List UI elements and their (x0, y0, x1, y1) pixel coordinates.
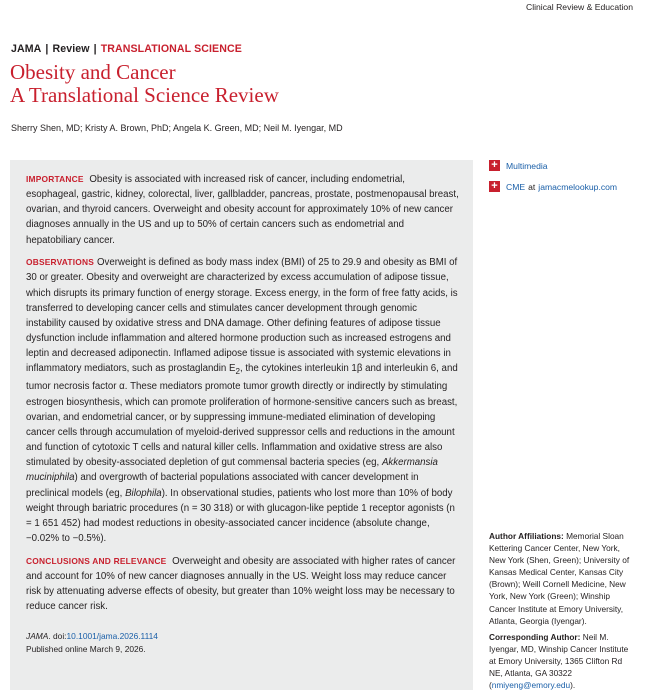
multimedia-label: Multimedia (506, 160, 548, 171)
article-type: Review (52, 43, 90, 55)
title-line-1: Obesity and Cancer (10, 60, 176, 84)
conclusions-text: Overweight and obesity are associated with higher rates of cancer and account for 10% of new cancer diagnoses annually in the US. Weight loss may reduce cancer risk by attenuating adverse effects of obesity, but greater than 10% weight loss may be necessary to reduce cancer risk. (26, 555, 456, 613)
affiliations-heading: Author Affiliations: (489, 531, 564, 541)
abstract-conclusions (26, 554, 459, 615)
observations-heading: OBSERVATIONS (26, 257, 95, 268)
observations-text: , the cytokines interleukin 1β and interleukin 6, and tumor necrosis factor α. These mediators promote tumor growth directly or indirectly by stimulating estrogen biosynthesis, which can promote proliferation of hormone-sensitive cancers such as breast, ovarian, and endometrial cancer, or by suppressing immune-mediated elimination of developing cancer cells through accumulation of myeloid-derived suppressor cells and reductions in the amount and function of cytotoxic T cells and natural killer cells. Inflammation and oxidative stress are also stimulated by obesity-associated depletion of gut commensal bacteria species (eg, (26, 363, 458, 469)
section-label: Clinical Review & Education (526, 2, 633, 12)
abstract-observations (26, 255, 459, 546)
email-link[interactable]: nmiyeng@emory.edu (491, 680, 571, 691)
genus-name: Bilophila (125, 487, 162, 499)
category-separator: | (45, 43, 49, 55)
conclusions-heading: CONCLUSIONS AND RELEVANCE (26, 555, 167, 566)
corresponding-author-end: ). (570, 680, 576, 691)
plus-icon: + (489, 160, 500, 171)
citation (26, 630, 459, 655)
importance-heading: IMPORTANCE (26, 174, 84, 184)
abstract-panel (10, 160, 473, 690)
author-affiliations (489, 530, 635, 695)
doi-label: . doi: (48, 631, 67, 642)
observations-text: Overweight is defined as body mass index (BMI) of 25 to 29.9 and obesity as BMI of 30 or greater. Obesity and overweight are characterized by excess accumulation of adipose tissue, which disrupts its primary function of energy storage. Excess energy, in the form of free fatty acids, is transferred to developing cancer cells and stimulates cancer development through genomic instability caused by oxidative stress and DNA damage. Other defining features of adipose tissue dysfunction include inflammation and altered hormone production such as increased estrogens and leptin and decreased adiponectin. Inflamed adipose tissue is associated with systemic elevations in inflammatory mediators, such as prostaglandin E (26, 257, 458, 375)
article-subject: TRANSLATIONAL SCIENCE (100, 43, 242, 55)
article-category (11, 43, 242, 55)
category-separator: | (93, 43, 97, 55)
subscript: 2 (235, 367, 240, 377)
published-date: Published online March 9, 2026. (26, 643, 146, 654)
observations-text: ). In observational studies, patients who lost more than 10% of body weight through bariatric procedures (n = 30 318) or with glucagon-like peptide 1 receptor agonists (n = 1 651 452) had modest reductions in obesity-associated cancer incidence (absolute change, −0.02% to −0.5%). (26, 487, 455, 545)
author-list: Sherry Shen, MD; Kristy A. Brown, PhD; Angela K. Green, MD; Neil M. Iyengar, MD (11, 123, 343, 133)
cme-url[interactable]: jamacmelookup.com (538, 181, 618, 192)
cme-label: CME (506, 181, 526, 192)
doi-link[interactable]: 10.1001/jama.2026.1114 (66, 631, 158, 642)
abstract-importance (26, 172, 459, 248)
species-name: Akkermansia muciniphila (26, 457, 438, 484)
journal-name: JAMA (11, 43, 42, 55)
plus-icon: + (489, 181, 500, 192)
corresponding-author-text: Neil M. Iyengar, MD, Winship Cancer Institute at Emory University, 1365 Clifton Rd NE, Atlanta, GA 30322 ( (489, 631, 629, 691)
title-line-2: A Translational Science Review (10, 83, 279, 107)
cme-at: at (528, 181, 536, 192)
article-title (10, 61, 279, 107)
corresponding-author-heading: Corresponding Author: (489, 631, 581, 642)
affiliations-text: Memorial Sloan Kettering Cancer Center, New York, New York (Shen, Green); University of Kansas Medical Center, Kansas City (Brown); Weill Cornell Medicine, New York, New York (Green); Winship Cancer Institute at Emory University, Atlanta, Georgia (Iyengar). (489, 531, 630, 626)
side-links (489, 159, 617, 201)
cme-link[interactable] (489, 180, 617, 193)
citation-journal: JAMA (26, 631, 49, 642)
importance-text: Obesity is associated with increased risk of cancer, including endometrial, esophageal, gastric, kidney, colorectal, liver, gallbladder, pancreas, prostate, postmenopausal breast, ovarian, and thyroid cancers. Overweight and obesity account for approximately 10% of new cancer diagnoses annually in the US and up to 50% of certain cancers such as endometrial and hepatobiliary cancer. (26, 174, 459, 246)
observations-text: ) and overgrowth of bacterial populations associated with cancer development in preclinical models (eg, (26, 472, 419, 499)
multimedia-link[interactable] (489, 159, 617, 172)
